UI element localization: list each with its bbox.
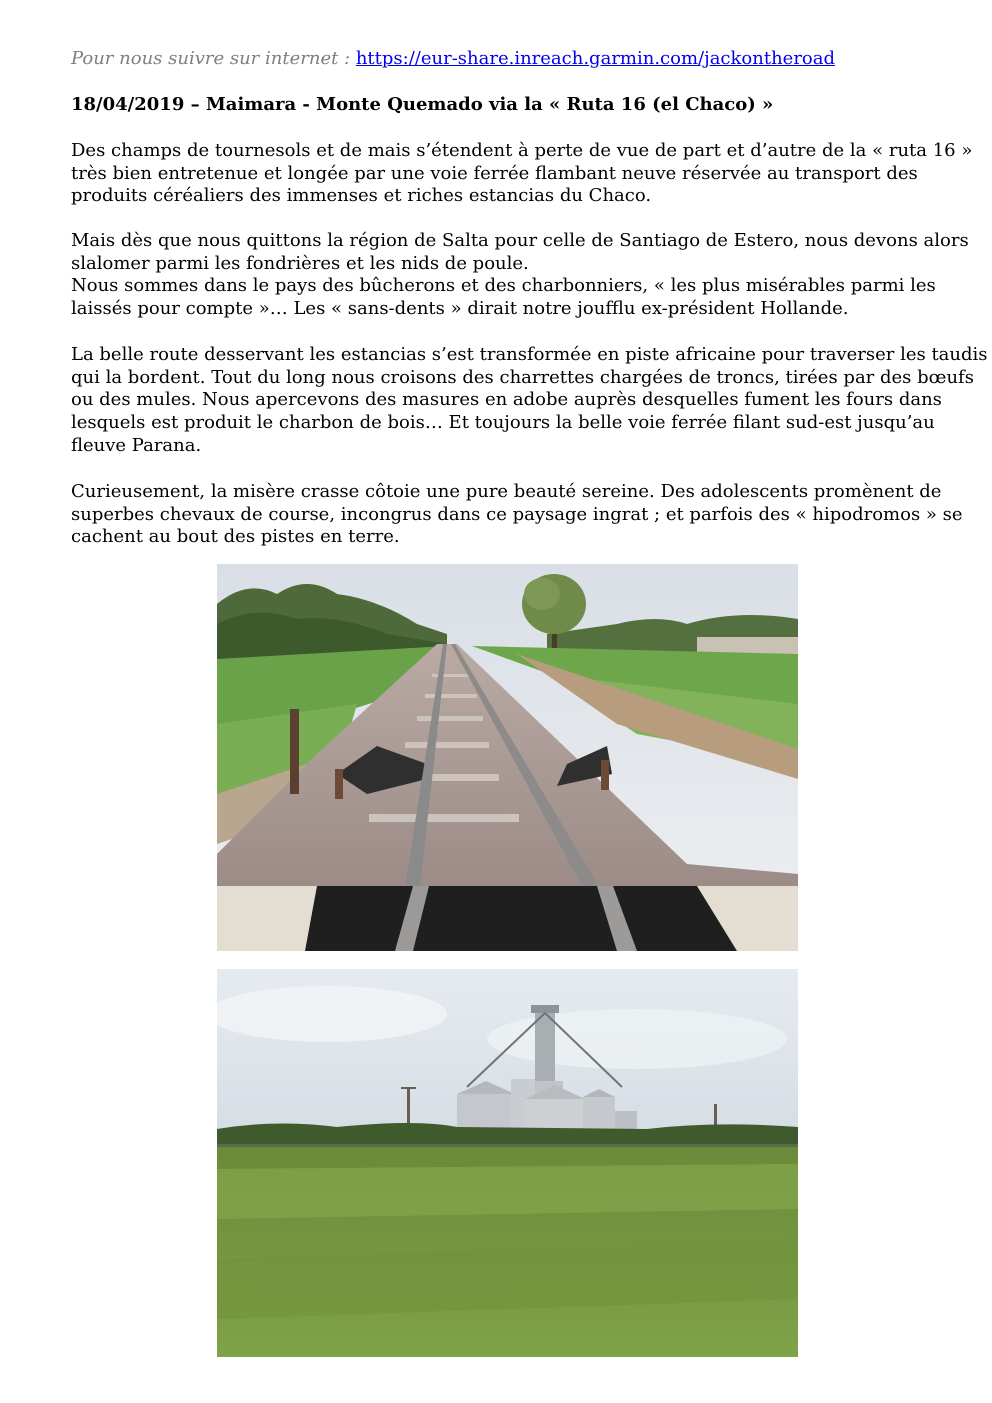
paragraph-line: superbes chevaux de course, incongrus dans ce paysage ingrat ; et parfois des « hipodromos » se [71, 503, 963, 525]
follow-prefix: Pour nous suivre sur internet : [71, 48, 356, 69]
railway-photo [217, 564, 798, 951]
paragraph-line: cachent au bout des pistes en terre. [71, 526, 400, 548]
paragraph-line: produits céréaliers des immenses et riches estancias du Chaco. [71, 185, 652, 207]
silos-photo [217, 969, 798, 1357]
paragraph-line: laissés pour compte »… Les « sans-dents » dirait notre joufflu ex-président Hollande. [71, 298, 849, 320]
paragraph-4 [71, 481, 963, 549]
paragraph-line: très bien entretenue et longée par une voie ferrée flambant neuve réservée au transport des [71, 162, 918, 184]
paragraph-line: Curieusement, la misère crasse côtoie une pure beauté sereine. Des adolescents promènent de [71, 481, 942, 502]
paragraph-line: qui la bordent. Tout du long nous croisons des charrettes chargées de troncs, tirées par des bœufs [71, 366, 974, 388]
paragraph-line: slalomer parmi les fondrières et les nids de poule. [71, 252, 529, 274]
paragraph-line: fleuve Parana. [71, 434, 202, 456]
paragraph-2 [71, 230, 969, 321]
paragraph-line: La belle route desservant les estancias s’est transformée en piste africaine pour traverser les taudis [71, 344, 988, 365]
paragraph-line: Nous sommes dans le pays des bûcherons et des charbonniers, « les plus misérables parmi les [71, 275, 936, 297]
page-title: 18/04/2019 – Maimara - Monte Quemado via la « Ruta 16 (el Chaco) » [71, 94, 774, 115]
follow-line [71, 48, 835, 70]
paragraph-line: Mais dès que nous quittons la région de Salta pour celle de Santiago de Estero, nous devons alors [71, 230, 969, 251]
paragraph-line: lesquels est produit le charbon de bois… Et toujours la belle voie ferrée filant sud-est jusqu’au [71, 412, 935, 434]
tracking-link[interactable]: https://eur-share.inreach.garmin.com/jackontheroad [355, 48, 836, 69]
paragraph-1 [71, 140, 973, 208]
paragraph-line: ou des mules. Nous apercevons des masures en adobe auprès desquelles fument les fours dans [71, 389, 942, 411]
paragraph-3 [71, 344, 988, 458]
paragraph-line: Des champs de tournesols et de mais s’étendent à perte de vue de part et d’autre de la « ruta 16 » [71, 140, 973, 161]
